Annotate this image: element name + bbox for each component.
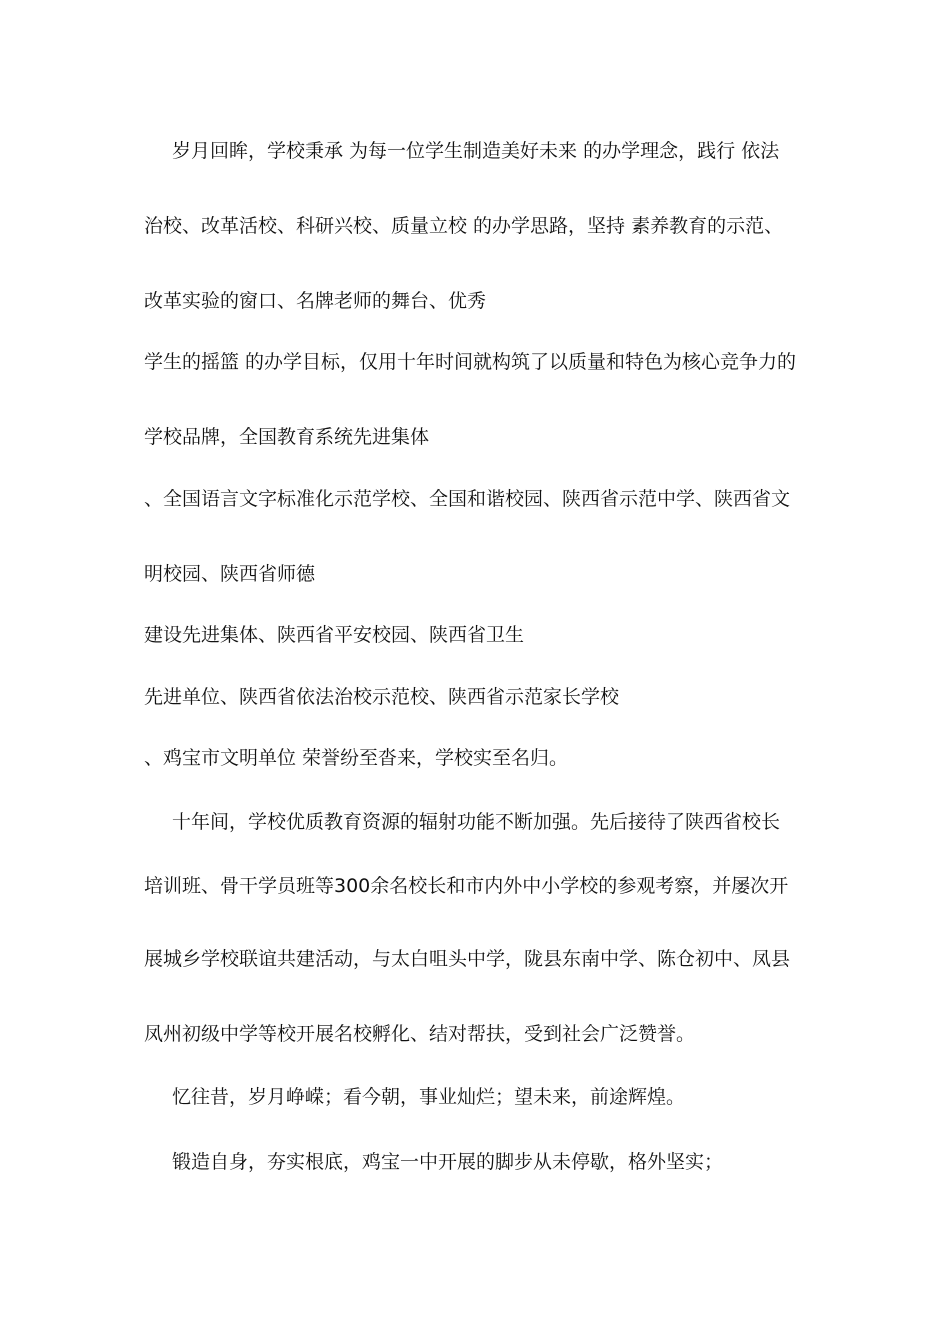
- paragraph-1-line-8: 建设先进集体、陕西省平安校园、陕西省卫生: [144, 624, 525, 646]
- paragraph-2-line-2: 培训班、骨干学员班等300余名校长和市内外中小学校的参观考察，并屡次开: [144, 875, 789, 897]
- paragraph-1-line-4: 学生的摇篮 的办学目标，仅用十年时间就构筑了以质量和特色为核心竞争力的: [144, 351, 797, 373]
- paragraph-1-line-5: 学校品牌，全国教育系统先进集体: [144, 426, 430, 448]
- paragraph-1-line-6: 、全国语言文字标准化示范学校、全国和谐校园、陕西省示范中学、陕西省文: [144, 488, 791, 510]
- paragraph-1-line-1: 岁月回眸，学校秉承 为每一位学生制造美好未来 的办学理念，践行 依法: [172, 140, 780, 162]
- paragraph-3-line-1: 忆往昔，岁月峥嵘；看今朝，事业灿烂；望未来，前途辉煌。: [172, 1086, 686, 1108]
- paragraph-1-line-3: 改革实验的窗口、名牌老师的舞台、优秀: [144, 290, 487, 312]
- paragraph-1-line-7: 明校园、陕西省师德: [144, 563, 316, 585]
- paragraph-2-line-4: 凤州初级中学等校开展名校孵化、结对帮扶，受到社会广泛赞誉。: [144, 1023, 696, 1045]
- paragraph-1-line-10: 、鸡宝市文明单位 荣誉纷至沓来，学校实至名归。: [144, 747, 569, 769]
- paragraph-4-line-1: 锻造自身，夯实根底，鸡宝一中开展的脚步从未停歇，格外坚实；: [172, 1151, 724, 1173]
- paragraph-1-line-9: 先进单位、陕西省依法治校示范校、陕西省示范家长学校: [144, 686, 620, 708]
- paragraph-2-line-3: 展城乡学校联谊共建活动，与太白咀头中学，陇县东南中学、陈仓初中、凤县: [144, 948, 791, 970]
- paragraph-1-line-2: 治校、改革活校、科研兴校、质量立校 的办学思路，坚持 素养教育的示范、: [144, 215, 784, 237]
- paragraph-2-line-1: 十年间，学校优质教育资源的辐射功能不断加强。先后接待了陕西省校长: [172, 811, 781, 833]
